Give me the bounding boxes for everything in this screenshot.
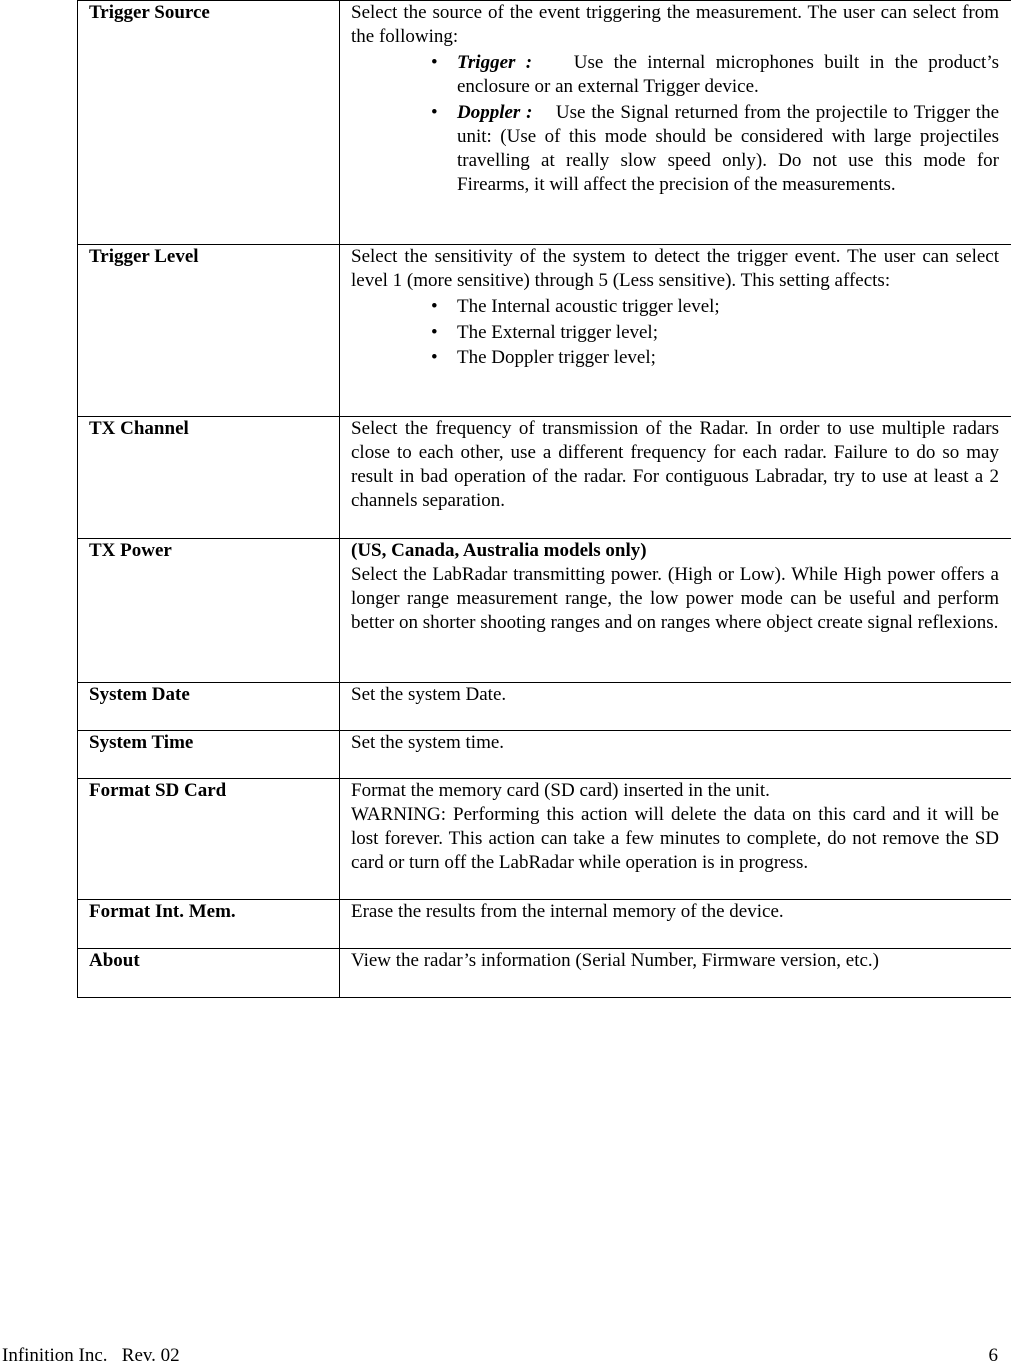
row-about [78,949,1011,998]
desc-format-sd-card [340,779,1011,900]
option-label: Doppler : [457,102,533,123]
term-tx-power: TX Power [78,539,340,683]
row-format-int-mem [78,900,1011,949]
term-tx-channel: TX Channel [78,417,340,539]
desc-tx-channel: Select the frequency of transmission of the Radar. In order to use multiple radars close to each other, use a different frequency for each radar. Failure to do so may result in bad operation of the radar. For contiguous Labradar, try to use at least a 2 channels separation. [340,417,1011,539]
list-item: • The Internal acoustic trigger level; [457,295,999,319]
settings-table [77,0,1011,998]
tx-power-models-note: (US, Canada, Australia models only) [351,539,999,563]
desc-tx-power [340,539,1011,683]
term-format-int-mem: Format Int. Mem. [78,900,340,949]
list-item: • The External trigger level; [457,321,999,345]
desc-system-date: Set the system Date. [340,683,1011,731]
trigger-level-list [351,295,999,370]
row-tx-channel [78,417,1011,539]
list-item [457,51,999,99]
desc-trigger-level-text: Select the sensitivity of the system to detect the trigger event. The user can select level 1 (more sensitive) through 5 (Less sensitive). This setting affects: [351,245,999,293]
footer-company: Infinition Inc. [2,1345,108,1366]
footer-revision: Rev. 02 [122,1345,180,1366]
desc-trigger-level [340,245,1011,417]
desc-trigger-source [340,1,1011,245]
option-text: Use the Signal returned from the projectile to Trigger the unit: (Use of this mode should be considered with large projectiles travelling at really slow speed only). Do not use this mode for Firearms, it will affect the precision of the measurements. [457,102,999,195]
row-tx-power [78,539,1011,683]
page-number: 6 [989,1344,999,1368]
term-trigger-level: Trigger Level [78,245,340,417]
desc-system-time: Set the system time. [340,731,1011,779]
list-item [457,101,999,197]
desc-format-int-mem: Erase the results from the internal memory of the device. [340,900,1011,949]
row-trigger-source [78,1,1011,245]
term-format-sd-card: Format SD Card [78,779,340,900]
row-format-sd-card [78,779,1011,900]
term-trigger-source: Trigger Source [78,1,340,245]
option-label: Trigger : [457,52,532,73]
row-system-date [78,683,1011,731]
term-system-time: System Time [78,731,340,779]
desc-trigger-source-text: Select the source of the event triggering the measurement. The user can select from the following: [351,1,999,49]
option-text: Use the internal microphones built in the product’s enclosure or an external Trigger device. [457,52,999,97]
desc-about: View the radar’s information (Serial Number, Firmware version, etc.) [340,949,1011,998]
term-system-date: System Date [78,683,340,731]
footer-company-revision [2,1344,180,1368]
format-sd-card-warning: WARNING: Performing this action will delete the data on this card and it will be lost forever. This action can take a few minutes to complete, do not remove the SD card or turn off the LabRadar while operation is in progress. [351,803,999,875]
term-about: About [78,949,340,998]
row-trigger-level [78,245,1011,417]
trigger-source-options [351,51,999,197]
page-footer [0,1344,1011,1368]
row-system-time [78,731,1011,779]
desc-format-sd-card-text: Format the memory card (SD card) inserted in the unit. [351,779,999,803]
desc-tx-power-text: Select the LabRadar transmitting power. (High or Low). While High power offers a longer range measurement range, the low power mode can be useful and perform better on shorter shooting ranges and on ranges where object create signal reflexions. [351,563,999,635]
list-item: • The Doppler trigger level; [457,346,999,370]
